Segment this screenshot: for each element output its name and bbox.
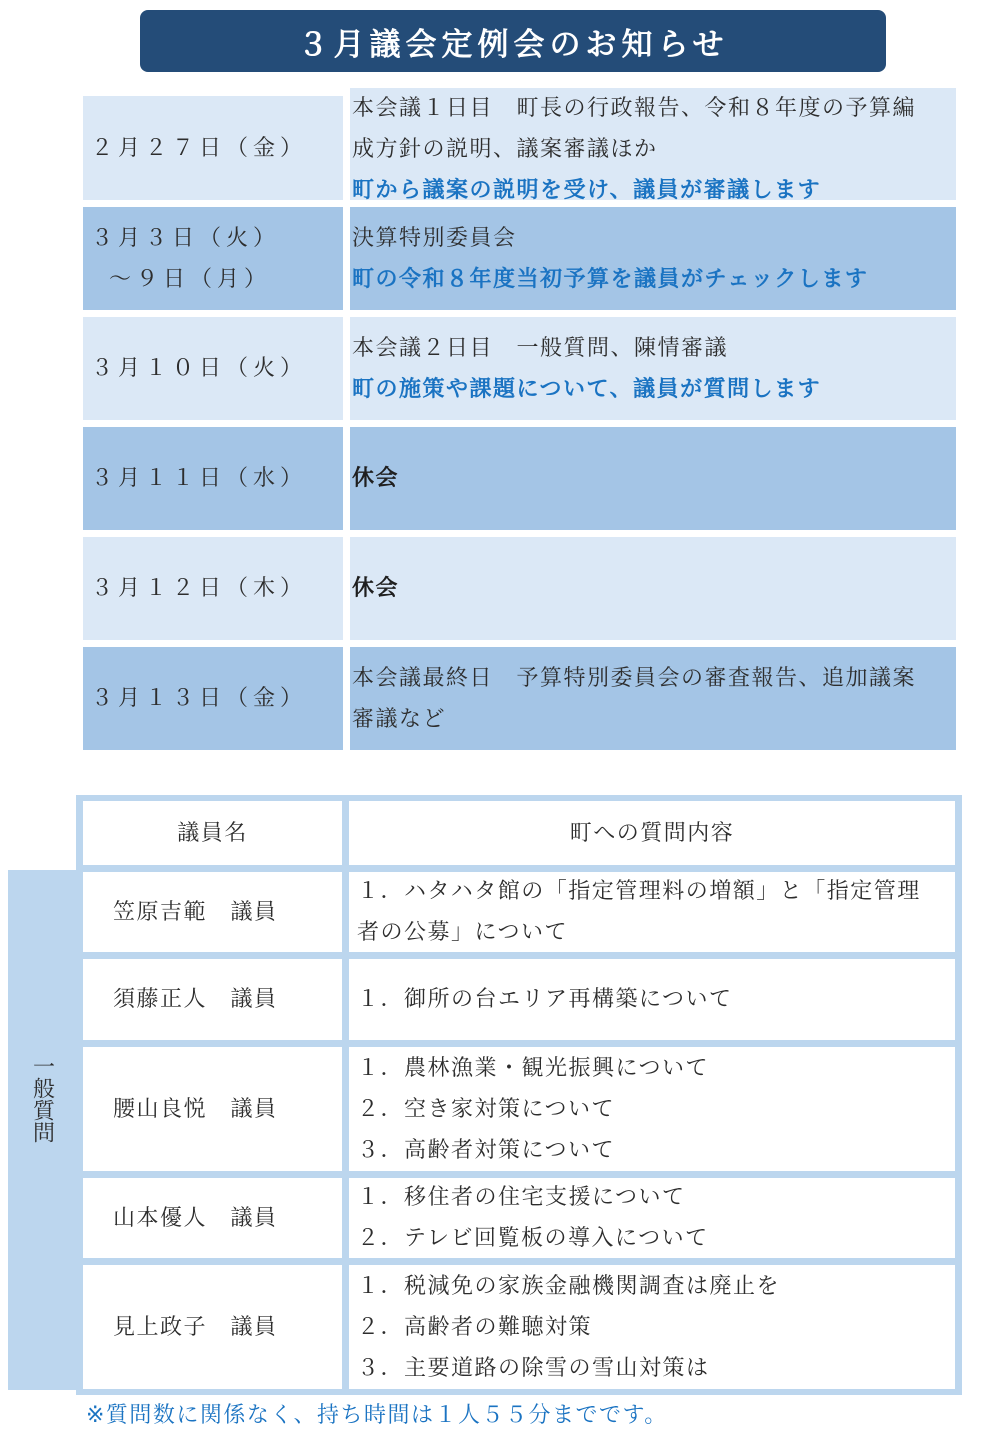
page-title: ３月議会定例会のお知らせ (297, 26, 729, 63)
schedule-description (350, 427, 956, 530)
schedule-desc-line: 本会議２日目 一般質問、陳情審議 (352, 335, 729, 361)
schedule-desc-line: 成方針の説明、議案審議ほか (352, 137, 658, 162)
question-item: ３．主要道路の除雪の雪山対策は (357, 1355, 710, 1381)
schedule-description (350, 537, 956, 640)
question-item: ３．高齢者対策について (357, 1137, 616, 1163)
schedule-date-line: ３月１３日（金） (91, 686, 308, 711)
schedule-description (350, 88, 956, 203)
question-item: ２．高齢者の難聴対策 (357, 1314, 593, 1340)
general-question-side-label (8, 870, 76, 1390)
schedule-highlight: 町から議案の説明を受け、議員が審議します (352, 178, 822, 203)
schedule-date (83, 207, 343, 310)
schedule-description (350, 647, 956, 750)
question-item: １．ハタハタ館の「指定管理料の増額」と「指定管理 (357, 879, 921, 904)
question-item: １．御所の台エリア再構築について (357, 987, 733, 1012)
councillor-name: 見上政子 議員 (83, 1265, 342, 1389)
question-list (349, 959, 955, 1040)
schedule-desc-line: 本会議１日目 町長の行政報告、令和８年度の予算編 (352, 96, 917, 121)
schedule-date-line: ３月３日（火） (91, 225, 281, 251)
schedule-date (83, 96, 343, 200)
councillor-name: 山本優人 議員 (83, 1178, 342, 1258)
general-question-table (76, 795, 962, 1395)
question-item: 者の公募」について (357, 920, 569, 945)
schedule-row (83, 317, 956, 420)
schedule-highlight: 町の施策や課題について、議員が質問します (352, 376, 822, 402)
title-banner (140, 10, 886, 72)
schedule-description (350, 207, 956, 310)
schedule-row (83, 427, 956, 530)
schedule-recess: 休会 (352, 466, 400, 491)
question-list (349, 1265, 955, 1389)
schedule-row (83, 647, 956, 750)
schedule-date-line: ３月１２日（木） (91, 576, 308, 601)
question-list (349, 1047, 955, 1171)
schedule-date (83, 647, 343, 750)
schedule-row (83, 207, 956, 310)
header-name: 議員名 (83, 801, 342, 865)
header-content: 町への質問内容 (349, 801, 955, 865)
schedule-desc-line: 決算特別委員会 (352, 225, 517, 251)
question-item: １．税減免の家族金融機関調査は廃止を (357, 1273, 781, 1299)
schedule-date-line: ３月１０日（火） (91, 356, 308, 381)
schedule-highlight: 町の令和８年度当初予算を議員がチェックします (352, 266, 869, 292)
schedule-row (83, 537, 956, 640)
question-list (349, 1178, 955, 1258)
schedule-date-line: ２月２７日（金） (91, 135, 308, 161)
question-item: １．移住者の住宅支援について (357, 1185, 686, 1210)
schedule-desc-line: 審議など (352, 706, 447, 732)
councillor-name: 笠原吉範 議員 (83, 872, 342, 952)
question-list (349, 872, 955, 952)
schedule-row (83, 96, 956, 203)
schedule-date (83, 317, 343, 420)
schedule-date-line: ～９日（月） (109, 266, 272, 292)
schedule-date-line: ３月１１日（水） (91, 466, 308, 491)
footnote: ※質問数に関係なく、持ち時間は１人５５分までです。 (86, 1403, 668, 1428)
schedule-table (83, 96, 956, 750)
question-item: ２．空き家対策について (357, 1096, 616, 1122)
schedule-date (83, 537, 343, 640)
schedule-desc-line: 本会議最終日 予算特別委員会の審査報告、追加議案 (352, 665, 917, 691)
question-item: １．農林漁業・観光振興について (357, 1055, 710, 1081)
councillor-name: 須藤正人 議員 (83, 959, 342, 1040)
question-item: ２．テレビ回覧板の導入について (357, 1226, 709, 1251)
councillor-name: 腰山良悦 議員 (83, 1047, 342, 1171)
schedule-recess: 休会 (352, 576, 400, 601)
schedule-description (350, 317, 956, 420)
side-label-text: 一般質問 (29, 1055, 55, 1143)
schedule-date (83, 427, 343, 530)
